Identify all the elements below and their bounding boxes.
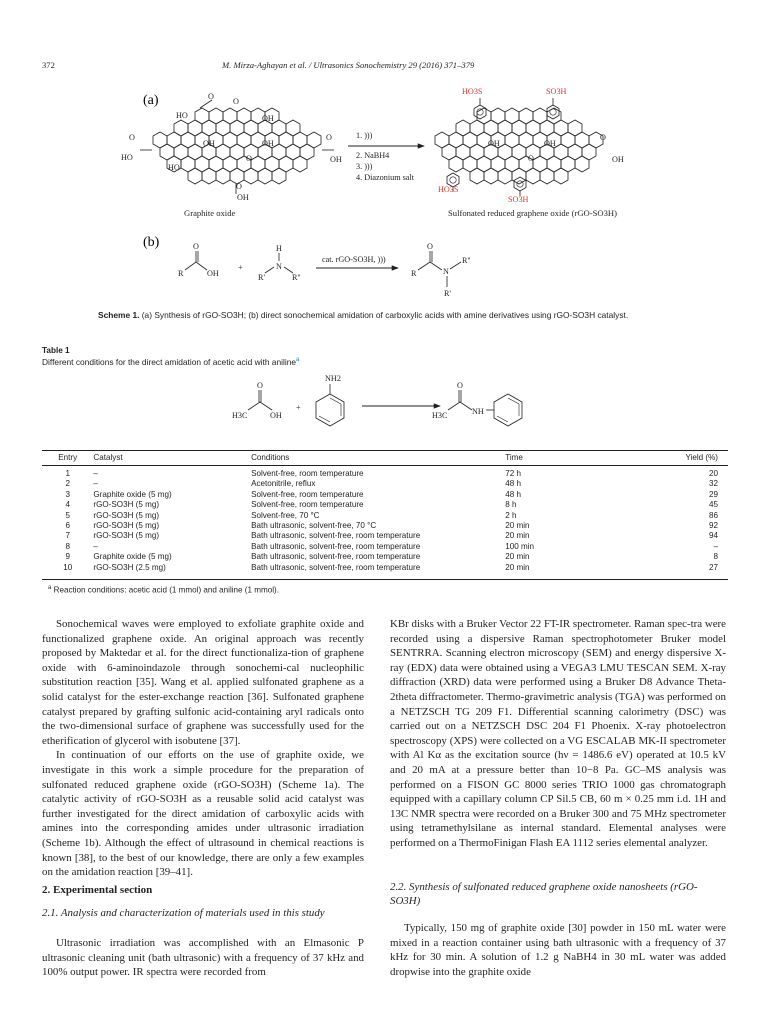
svg-text:N: N [276, 262, 282, 271]
col-header-time: Time [505, 452, 604, 466]
col-header-yield: Yield (%) [604, 452, 728, 466]
table-bottom-rule [42, 579, 728, 580]
svg-text:OH: OH [330, 155, 342, 164]
right-column-lower [390, 921, 726, 979]
scheme-caption-text: (a) Synthesis of rGO-SO3H; (b) direct sonochemical amidation of carboxylic acids with amine derivatives using rGO-SO3H catalyst. [141, 310, 629, 320]
svg-text:H3C: H3C [232, 411, 248, 420]
so3h-group: HO3S [462, 87, 483, 96]
cell-time: 20 min [505, 552, 530, 562]
cell-conditions: Bath ultrasonic, solvent-free, room temperature [251, 552, 421, 562]
cell-time: 100 min [505, 541, 534, 551]
cell-entry: 8 [65, 541, 70, 551]
cell-time: 20 min [505, 531, 530, 541]
section-heading-2: 2. Experimental section [42, 884, 153, 896]
svg-text:OH: OH [237, 193, 249, 202]
svg-text:O: O [257, 381, 263, 390]
so3h-group: SO3H [546, 87, 567, 96]
cell-catalyst: – [93, 469, 98, 478]
table-row [42, 511, 728, 521]
condition-step-4: 4. Diazonium salt [356, 173, 414, 182]
svg-text:O: O [129, 133, 135, 142]
svg-text:O: O [326, 133, 332, 142]
running-header-citation: M. Mirza-Aghayan et al. / Ultrasonics Sonochemistry 29 (2016) 371–379 [222, 60, 475, 70]
svg-text:OH: OH [544, 139, 556, 148]
cell-time: 8 h [505, 500, 517, 510]
scheme-caption-label: Scheme 1. [98, 310, 140, 320]
cell-entry: 9 [65, 552, 70, 562]
cell-entry: 4 [65, 500, 70, 510]
cell-entry: 7 [65, 531, 70, 541]
svg-text:R': R' [258, 273, 265, 282]
cell-conditions: Solvent-free, room temperature [251, 500, 364, 510]
svg-text:HO: HO [121, 153, 133, 162]
cell-time: 20 min [505, 562, 530, 572]
catalyst-condition: cat. rGO-SO3H, ))) [322, 255, 386, 264]
cell-conditions: Acetonitrile, reflux [251, 479, 316, 489]
paragraph-intro-2: In continuation of our efforts on the use of graphite oxide, we investigate in this work a simple procedure for the preparation of sulfonated reduced graphene oxide (rGO-SO3H) (Scheme 1a). The catalytic activity of rGO-SO3H as a reusable solid acid catalyst was further investigated for the direct amidation of carboxylic acids with amines into the corresponding amides under ultrasonic irradiation (Scheme 1b). Although the effect of ultrasound in chemical reactions is known [38], to the best of our knowledge, there are only a few examples on the amidation reaction [39–41]. [42, 749, 364, 879]
cell-catalyst: – [93, 541, 98, 551]
table-row [42, 542, 728, 552]
svg-text:OH: OH [262, 139, 274, 148]
acetic-acid-aniline-reaction [0, 368, 768, 446]
svg-text:HO: HO [168, 163, 180, 172]
svg-text:OH: OH [488, 139, 500, 148]
paragraph-synthesis: Typically, 150 mg of graphite oxide [30] powder in 150 mL water were mixed in a reaction container using bath ultrasonic with a frequency of 37 kHz for 30 min. A solution of 1.2 g NaBH4 in 30 mL water was added dropwise into the graphite oxide [390, 922, 726, 978]
svg-text:OH: OH [262, 114, 274, 123]
table-row [42, 521, 728, 531]
cell-conditions: Solvent-free, room temperature [251, 469, 364, 478]
col-header-entry: Entry [42, 452, 93, 466]
svg-text:OH: OH [612, 155, 624, 164]
table-caption-footnote-mark: a [296, 357, 300, 364]
condition-step-3: 3. ))) [356, 162, 373, 171]
cell-catalyst: rGO-SO3H (5 mg) [93, 531, 160, 541]
cell-catalyst: Graphite oxide (5 mg) [93, 552, 172, 562]
conditions-table [42, 452, 728, 573]
acetic-acid-structure [232, 381, 282, 420]
svg-text:R'': R'' [462, 256, 471, 265]
scheme-caption [98, 310, 738, 320]
aniline-structure [316, 374, 344, 426]
graphite-oxide-structure [121, 92, 342, 202]
left-column-lower [42, 936, 364, 980]
svg-text:NH: NH [472, 407, 484, 416]
condition-step-2: 2. NaBH4 [356, 151, 390, 160]
rgo-so3h-label: Sulfonated reduced graphene oxide (rGO-SO3H) [448, 208, 617, 218]
scheme-label-a: (a) [143, 93, 159, 108]
so3h-group: HO3S [438, 185, 459, 194]
svg-text:O: O [600, 133, 606, 142]
table-caption [42, 357, 299, 367]
svg-text:H: H [276, 244, 282, 253]
cell-yield: 8 [713, 552, 718, 562]
condition-step-1: 1. ))) [356, 131, 373, 140]
cell-entry: 10 [63, 562, 73, 572]
cell-yield: 27 [708, 562, 718, 572]
cell-conditions: Solvent-free, room temperature [251, 489, 364, 499]
left-column [42, 617, 364, 880]
svg-text:R: R [178, 269, 184, 278]
table-caption-text: Different conditions for the direct amidation of acetic acid with aniline [42, 357, 297, 367]
svg-text:HO: HO [176, 111, 188, 120]
cell-entry: 2 [65, 479, 70, 489]
cell-time: 48 h [505, 479, 521, 489]
table-row [42, 466, 728, 480]
col-header-conditions: Conditions [251, 452, 505, 466]
svg-text:NH2: NH2 [325, 374, 341, 383]
cell-conditions: Bath ultrasonic, solvent-free, room temperature [251, 562, 421, 572]
cell-yield: 20 [708, 469, 718, 478]
cell-conditions: Bath ultrasonic, solvent-free, room temperature [251, 531, 421, 541]
table-footnote-mark: a [48, 585, 52, 591]
col-header-catalyst: Catalyst [93, 452, 251, 466]
cell-yield: 86 [708, 510, 718, 520]
table-row [42, 531, 728, 541]
graphite-oxide-label: Graphite oxide [184, 208, 236, 218]
svg-text:+: + [238, 263, 243, 272]
cell-yield: 29 [708, 489, 718, 499]
cell-yield: 92 [708, 521, 718, 531]
table-header-row [42, 452, 728, 466]
cell-entry: 5 [65, 510, 70, 520]
cell-catalyst: rGO-SO3H (5 mg) [93, 500, 160, 510]
rgo-so3h-structure [435, 87, 624, 204]
svg-text:O: O [208, 92, 214, 101]
table-row [42, 479, 728, 489]
svg-text:O: O [427, 242, 433, 251]
carboxylic-acid-structure [178, 242, 219, 278]
svg-text:OH: OH [270, 411, 282, 420]
svg-text:O: O [246, 154, 252, 163]
cell-time: 20 min [505, 521, 530, 531]
right-column [390, 617, 726, 851]
cell-entry: 1 [65, 469, 70, 478]
table-reaction-figure [0, 368, 768, 446]
svg-text:N: N [443, 267, 449, 276]
table-row [42, 552, 728, 562]
scheme-1-figure [0, 0, 768, 300]
subsection-heading-2-1: 2.1. Analysis and characterization of materials used in this study [42, 907, 325, 919]
cell-yield: – [713, 541, 718, 551]
subsection-heading-2-2: 2.2. Synthesis of sulfonated reduced graphene oxide nanosheets (rGO-SO3H) [390, 881, 698, 907]
acetanilide-structure [432, 381, 522, 426]
table-row [42, 490, 728, 500]
svg-text:OH: OH [203, 139, 215, 148]
table-label: Table 1 [42, 346, 70, 355]
table-top-rule [42, 450, 728, 451]
cell-catalyst: rGO-SO3H (5 mg) [93, 510, 160, 520]
cell-catalyst: – [93, 479, 98, 489]
cell-entry: 6 [65, 521, 70, 531]
cell-yield: 94 [708, 531, 718, 541]
cell-conditions: Solvent-free, 70 °C [251, 510, 320, 520]
svg-text:+: + [296, 403, 301, 412]
svg-text:OH: OH [207, 269, 219, 278]
cell-time: 72 h [505, 469, 521, 478]
paragraph-analysis: Ultrasonic irradiation was accomplished with an Elmasonic P ultrasonic cleaning unit (bath ultrasonic) with a frequency of 37 kHz and 100% output power. IR spectra were recorded from [42, 937, 364, 979]
svg-text:O: O [236, 182, 242, 191]
cell-catalyst: rGO-SO3H (5 mg) [93, 521, 160, 531]
svg-text:H3C: H3C [432, 411, 448, 420]
page-number: 372 [42, 60, 55, 70]
scheme-label-b: (b) [143, 235, 160, 250]
cell-entry: 3 [65, 489, 70, 499]
cell-time: 48 h [505, 489, 521, 499]
table-footnote-text: Reaction conditions: acetic acid (1 mmol) and aniline (1 mmol). [53, 585, 279, 595]
svg-text:O: O [233, 97, 239, 106]
svg-text:O: O [457, 381, 463, 390]
cell-yield: 45 [708, 500, 718, 510]
paragraph-instruments: KBr disks with a Bruker Vector 22 FT-IR spectrometer. Raman spec-tra were recorded using a dispersive Raman spectrophotometer Bruker model SENTRRA. Scanning electron microscopy (SEM) and energy dispersive X-ray (EDX) data were obtained using a VEGA3 LMU TESCAN SEM. X-ray diffraction (XRD) data were performed using a Bruker D8 Advance Theta-2theta diffractometer. Thermo-gravimetric analysis (TGA) was performed on a NETZSCH TG 209 F1. Differential scanning calorimetry (DSC) was carried out on a NETZSCH DSC 204 F1 Phoenix. X-ray photoelectron spectroscopy (XPS) were collected on a VG ESCALAB MK-II spectrometer with Al Kα as the excitation source (hν = 1486.6 eV) operated at 10.5 kV and 20 mA at a pressure better than 10−8 Pa. GC–MS analysis was performed on a FISON GC 8000 series TRIO 1000 gas chromatograph equipped with a capillary column CP Sil.5 CB, 60 m × 0.25 mm i.d. 1H and 13C NMR spectra were recorded on a Bruker 300 and 75 MHz spectrometer using tetramethylsilane as internal standard. Elemental analyses were performed on a ThermoFinigan Flash EA 1112 series elemental analyzer. [390, 618, 726, 849]
svg-text:O: O [528, 154, 534, 163]
amine-structure [258, 244, 301, 282]
amide-structure [411, 242, 471, 298]
cell-catalyst: Graphite oxide (5 mg) [93, 489, 172, 499]
so3h-group: SO3H [508, 195, 529, 204]
cell-yield: 32 [708, 479, 718, 489]
svg-text:R: R [411, 269, 417, 278]
table-row [42, 500, 728, 510]
cell-conditions: Bath ultrasonic, solvent-free, room temperature [251, 541, 421, 551]
cell-conditions: Bath ultrasonic, solvent-free, 70 °C [251, 521, 377, 531]
svg-text:R'': R'' [292, 273, 301, 282]
cell-time: 2 h [505, 510, 517, 520]
table-row [42, 563, 728, 573]
svg-text:O: O [193, 242, 199, 251]
table-footnote [48, 585, 279, 595]
scheme-1-drawing [0, 0, 768, 300]
svg-text:R': R' [444, 289, 451, 298]
cell-catalyst: rGO-SO3H (2.5 mg) [93, 562, 166, 572]
paragraph-intro-1: Sonochemical waves were employed to exfoliate graphite oxide and functionalized graphene oxide. An original approach was recently proposed by Maktedar et al. for the direct functionaliza-tion of graphene oxide with 6-aminoindazole through sonochemi-cal nucleophilic substitution reaction [35]. Wang et al. applied sulfonated graphene as a solid catalyst for the ester-exchange reaction [36]. Sulfonated graphene catalyst prepared by grafting sulfonic acid-containing aryl radicals onto the two-dimensional surface of graphene was successfully used for the etherification of glycerol with isobutene [37]. [42, 618, 364, 747]
